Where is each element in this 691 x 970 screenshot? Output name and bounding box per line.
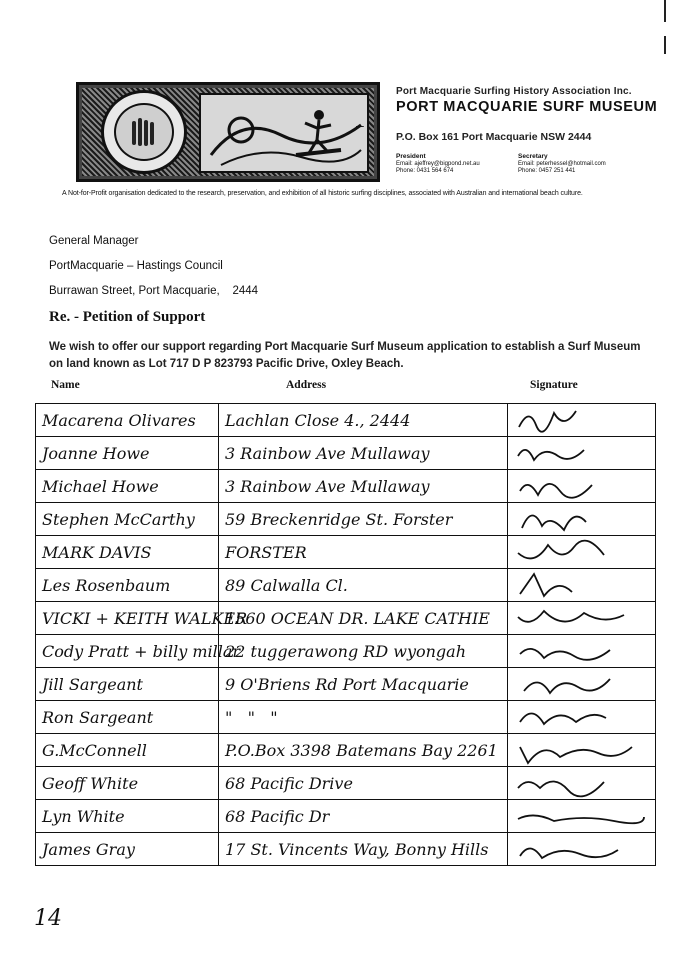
table-row xyxy=(36,437,656,470)
signer-name: James Gray xyxy=(36,833,219,866)
table-row xyxy=(36,602,656,635)
signer-address: 68 Pacific Dr xyxy=(219,800,508,833)
signer-name: Geoff White xyxy=(36,767,219,800)
secretary-email: Email: peterhessel@hotmail.com xyxy=(518,161,606,167)
signature-cell xyxy=(508,503,656,536)
table-row xyxy=(36,536,656,569)
signer-address: 89 Calwalla Cl. xyxy=(219,569,508,602)
table-row xyxy=(36,734,656,767)
signature-cell xyxy=(508,767,656,800)
handwritten-signature xyxy=(514,768,648,798)
address-column-header: Address xyxy=(286,379,327,391)
signer-address: " " " xyxy=(219,701,508,734)
address-line-3: Burrawan Street, Port Macquarie, 2444 xyxy=(49,285,259,297)
surfboards-icon xyxy=(104,93,184,171)
table-row xyxy=(36,701,656,734)
signer-name: Stephen McCarthy xyxy=(36,503,219,536)
signer-address: Lachlan Close 4., 2444 xyxy=(219,404,508,437)
handwritten-signature xyxy=(514,405,648,435)
table-row xyxy=(36,470,656,503)
signer-name: MARK DAVIS xyxy=(36,536,219,569)
signer-name: Joanne Howe xyxy=(36,437,219,470)
signature-cell xyxy=(508,833,656,866)
logo-seal xyxy=(101,90,187,174)
table-row xyxy=(36,668,656,701)
president-phone: Phone: 0431 564 674 xyxy=(396,168,454,174)
dash-mark: – xyxy=(356,117,364,133)
signer-name: Lyn White xyxy=(36,800,219,833)
table-row xyxy=(36,503,656,536)
table-row xyxy=(36,767,656,800)
signer-name: Les Rosenbaum xyxy=(36,569,219,602)
name-column-header: Name xyxy=(51,379,80,391)
signer-name: Jill Sargeant xyxy=(36,668,219,701)
signer-name: Ron Sargeant xyxy=(36,701,219,734)
table-row xyxy=(36,635,656,668)
signature-table xyxy=(35,403,656,866)
signature-cell xyxy=(508,569,656,602)
signature-cell xyxy=(508,734,656,767)
handwritten-signature xyxy=(514,603,648,633)
scan-edge-mark xyxy=(664,36,666,54)
signer-name: Michael Howe xyxy=(36,470,219,503)
signer-name: Cody Pratt + billy millar xyxy=(36,635,219,668)
signature-column-header: Signature xyxy=(530,379,578,391)
handwritten-signature xyxy=(514,438,648,468)
surfer-icon xyxy=(201,95,367,171)
signer-address: 1560 OCEAN DR. LAKE CATHIE xyxy=(219,602,508,635)
signature-cell xyxy=(508,536,656,569)
address-line-2: PortMacquarie – Hastings Council xyxy=(49,260,223,272)
body-paragraph: We wish to offer our support regarding Port Macquarie Surf Museum application to establish a Surf Museum on land known as Lot 717 D P 823793 Pacific Drive, Oxley Beach. xyxy=(49,341,641,370)
signer-name: G.McConnell xyxy=(36,734,219,767)
surfer-artwork xyxy=(199,93,369,173)
po-box: P.O. Box 161 Port Macquarie NSW 2444 xyxy=(396,131,592,143)
table-row xyxy=(36,404,656,437)
scan-edge-mark xyxy=(664,0,666,22)
handwritten-signature xyxy=(514,504,648,534)
handwritten-signature xyxy=(514,669,648,699)
handwritten-signature xyxy=(514,570,648,600)
signature-cell xyxy=(508,404,656,437)
signer-address: 22 tuggerawong RD wyongah xyxy=(219,635,508,668)
signer-name: Macarena Olivares xyxy=(36,404,219,437)
signer-address: 68 Pacific Drive xyxy=(219,767,508,800)
re-line: Re. - Petition of Support xyxy=(49,309,206,325)
association-name: Port Macquarie Surfing History Association Inc. xyxy=(396,86,632,97)
signer-address: 3 Rainbow Ave Mullaway xyxy=(219,470,508,503)
handwritten-signature xyxy=(514,537,648,567)
signer-address: 9 O'Briens Rd Port Macquarie xyxy=(219,668,508,701)
handwritten-signature xyxy=(514,801,648,831)
president-title: President xyxy=(396,153,426,160)
page-number: 14 xyxy=(34,906,62,931)
president-email: Email: ajeffrey@bigpond.net.au xyxy=(396,161,480,167)
signer-name: VICKI + KEITH WALKER xyxy=(36,602,219,635)
museum-logo xyxy=(76,82,380,182)
signature-cell xyxy=(508,602,656,635)
signature-cell xyxy=(508,470,656,503)
secretary-title: Secretary xyxy=(518,153,548,160)
table-row xyxy=(36,833,656,866)
secretary-phone: Phone: 0457 251 441 xyxy=(518,168,576,174)
signature-cell xyxy=(508,437,656,470)
handwritten-signature xyxy=(514,471,648,501)
tagline: A Not-for-Profit organisation dedicated to the research, preservation, and exhibition of all historic surfing disciplines, associated with Australian and international beach culture. xyxy=(62,190,583,197)
table-row xyxy=(36,569,656,602)
signature-cell xyxy=(508,800,656,833)
table-row xyxy=(36,800,656,833)
signature-cell xyxy=(508,701,656,734)
handwritten-signature xyxy=(514,702,648,732)
museum-name: PORT MACQUARIE SURF MUSEUM xyxy=(396,99,658,115)
secretary-contact xyxy=(518,153,606,175)
signer-address: 59 Breckenridge St. Forster xyxy=(219,503,508,536)
signer-address: P.O.Box 3398 Batemans Bay 2261 xyxy=(219,734,508,767)
signer-address: FORSTER xyxy=(219,536,508,569)
handwritten-signature xyxy=(514,735,648,765)
signature-cell xyxy=(508,668,656,701)
handwritten-signature xyxy=(514,834,648,864)
address-line-1: General Manager xyxy=(49,235,139,247)
signer-address: 17 St. Vincents Way, Bonny Hills xyxy=(219,833,508,866)
signer-address: 3 Rainbow Ave Mullaway xyxy=(219,437,508,470)
president-contact xyxy=(396,153,480,175)
signature-cell xyxy=(508,635,656,668)
handwritten-signature xyxy=(514,636,648,666)
